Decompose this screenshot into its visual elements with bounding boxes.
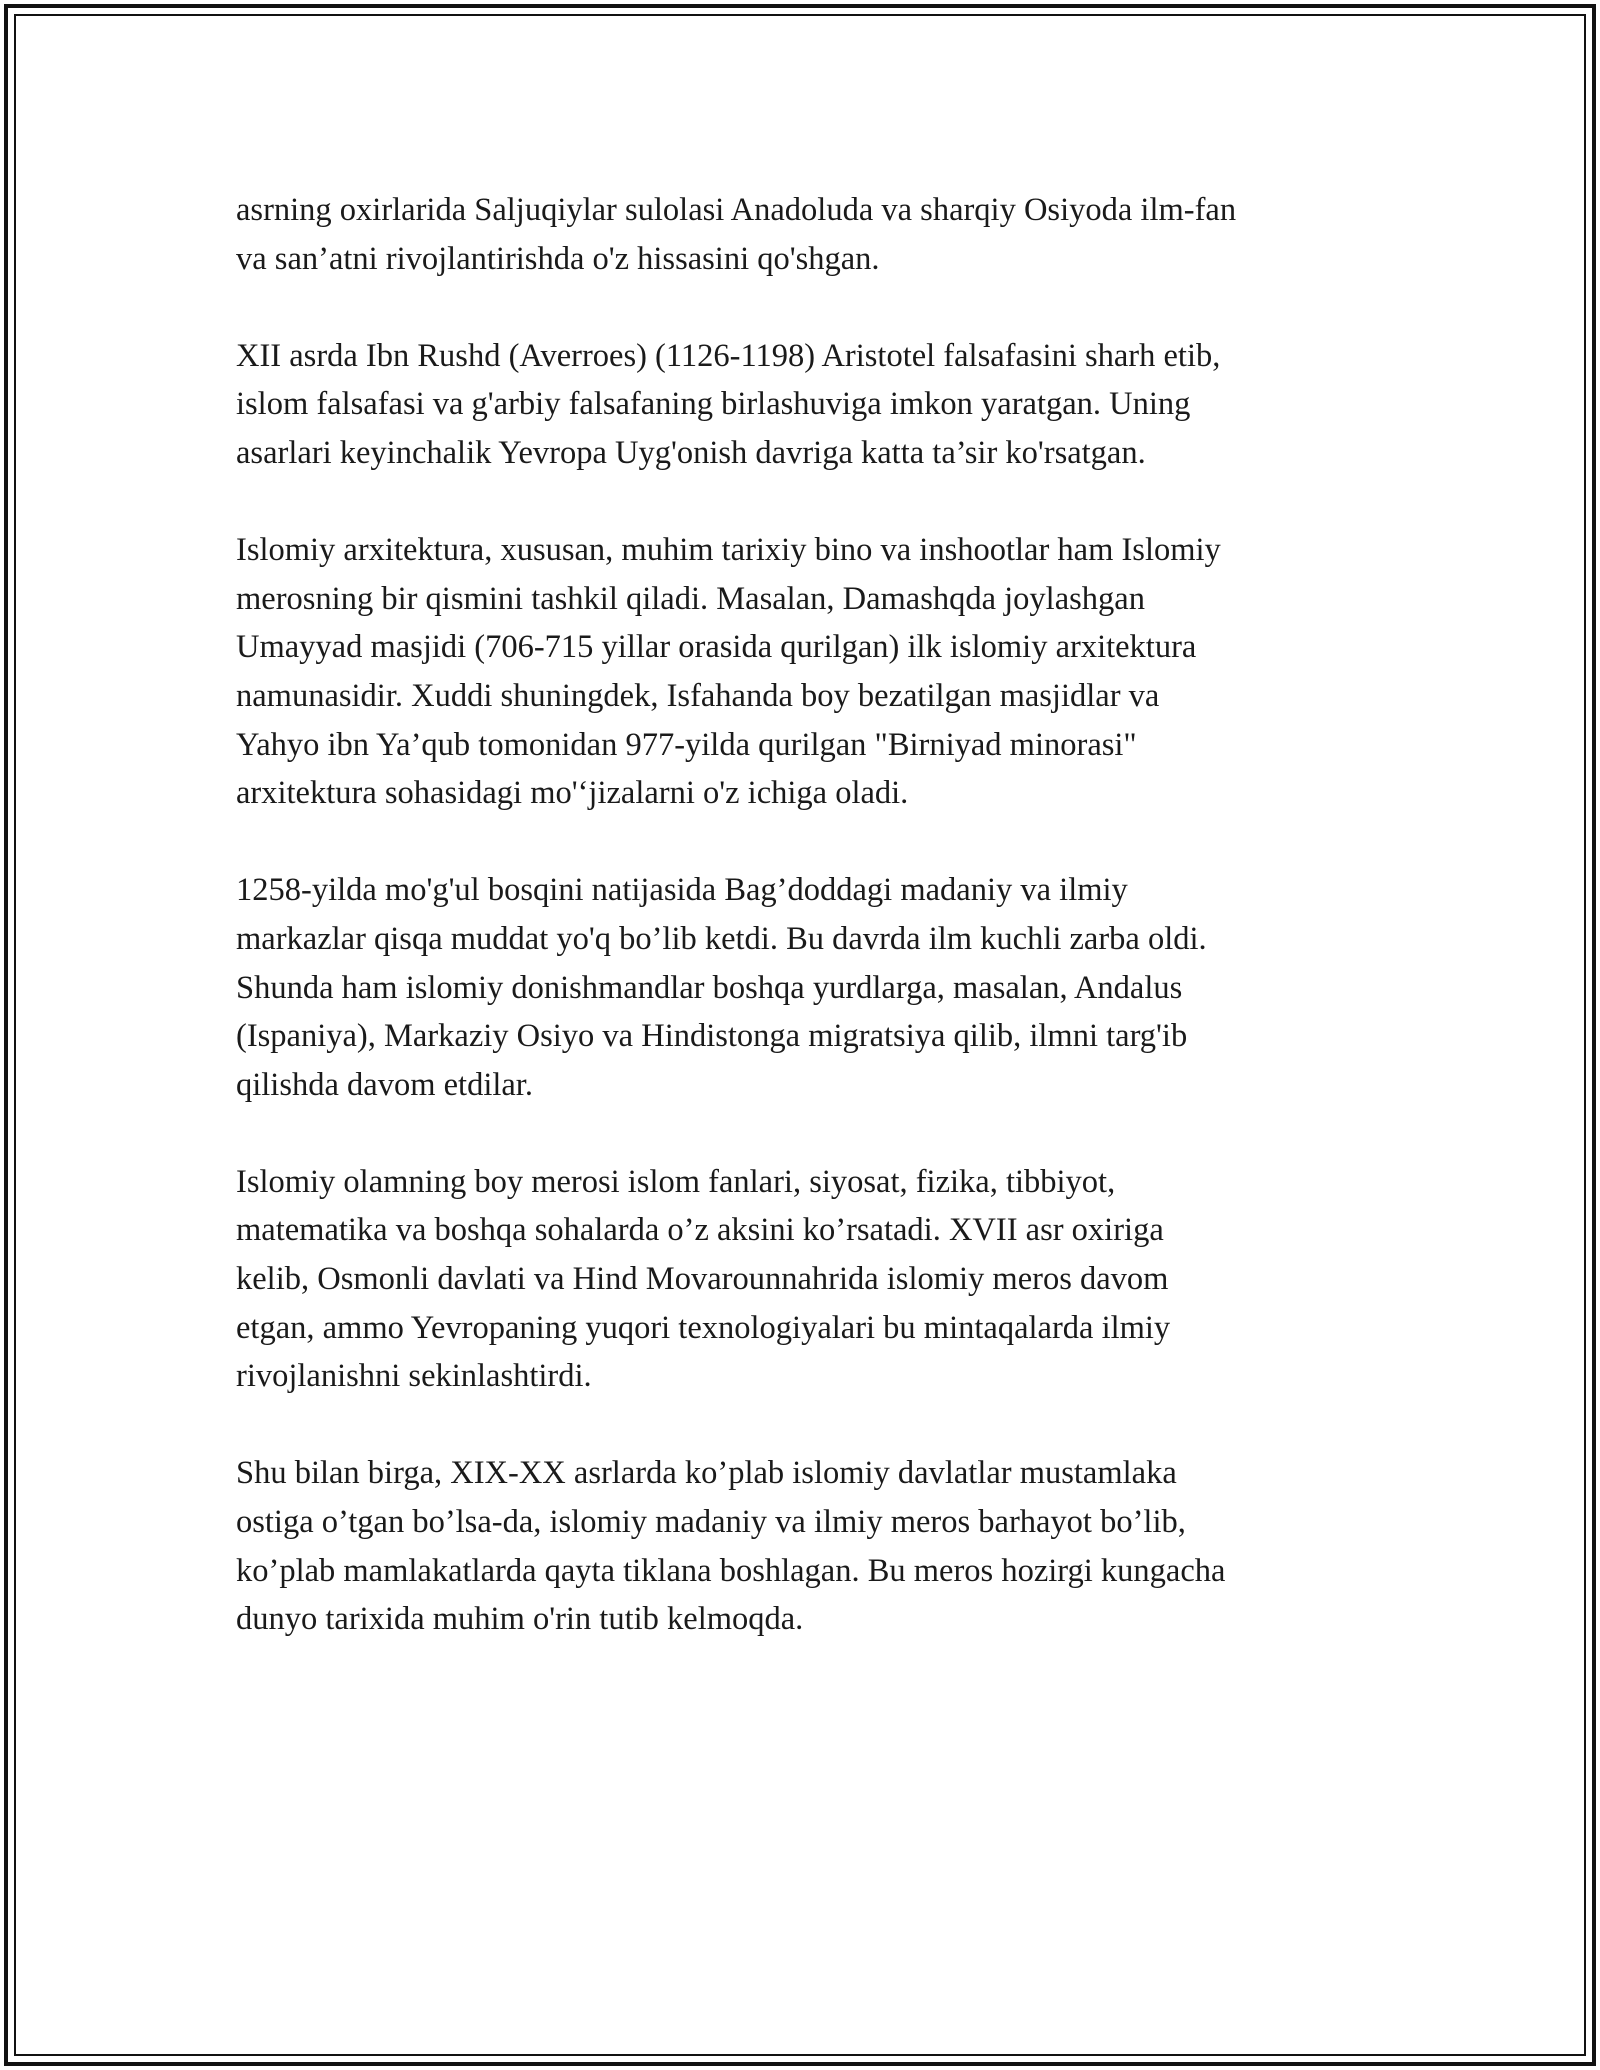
text-line: Shu bilan birga, XIX-XX asrlarda ko’plab islomiy davlatlar mustamlaka xyxy=(236,1455,1177,1492)
paragraph xyxy=(236,332,1376,478)
text-line: arxitektura sohasidagi mo'‘jizalarni o'z ichiga oladi. xyxy=(236,775,909,812)
text-line: qilishda davom etdilar. xyxy=(236,1066,533,1103)
text-line: etgan, ammo Yevropaning yuqori texnologiyalari bu mintaqalarda ilmiy xyxy=(236,1309,1171,1346)
paragraph xyxy=(236,1158,1376,1401)
text-line: islom falsafasi va g'arbiy falsafaning birlashuviga imkon yaratgan. Uning xyxy=(236,386,1191,423)
text-line: rivojlanishni sekinlashtirdi. xyxy=(236,1358,592,1395)
text-line: merosning bir qismini tashkil qiladi. Masalan, Damashqda joylashgan xyxy=(236,580,1145,617)
text-line: asrning oxirlarida Saljuqiylar sulolasi Anadoluda va sharqiy Osiyoda ilm-fan xyxy=(236,192,1237,228)
paragraph xyxy=(236,186,1376,283)
text-line: kelib, Osmonli davlati va Hind Movarounnahrida islomiy meros davom xyxy=(236,1261,1169,1298)
text-line: Islomiy arxitektura, xususan, muhim tarixiy bino va inshootlar ham Islomiy xyxy=(236,532,1221,569)
text-line: asarlari keyinchalik Yevropa Uyg'onish davriga katta ta’sir ko'rsatgan. xyxy=(236,434,1146,471)
paragraph xyxy=(236,866,1376,1109)
text-line: (Ispaniya), Markaziy Osiyo va Hindistonga migratsiya qilib, ilmni targ'ib xyxy=(236,1018,1188,1055)
text-line: Shunda ham islomiy donishmandlar boshqa yurdlarga, masalan, Andalus xyxy=(236,969,1183,1006)
text-line: Umayyad masjidi (706-715 yillar orasida qurilgan) ilk islomiy arxitektura xyxy=(236,629,1197,666)
text-line: ostiga o’tgan bo’lsa-da, islomiy madaniy va ilmiy meros barhayot bo’lib, xyxy=(236,1504,1186,1541)
paragraph xyxy=(236,1449,1376,1643)
text-line: XII asrda Ibn Rushd (Averroes) (1126-1198) Aristotel falsafasini sharh etib, xyxy=(236,337,1221,374)
text-line: va san’atni rivojlantirishda o'z hissasini qo'shgan. xyxy=(236,240,880,277)
paragraph xyxy=(236,526,1376,818)
text-line: ko’plab mamlakatlarda qayta tiklana boshlagan. Bu meros hozirgi kungacha xyxy=(236,1552,1226,1589)
text-line: matematika va boshqa sohalarda o’z aksini ko’rsatadi. XVII asr oxiriga xyxy=(236,1212,1164,1249)
text-line: markazlar qisqa muddat yo'q bo’lib ketdi. Bu davrda ilm kuchli zarba oldi. xyxy=(236,920,1207,957)
text-line: namunasidir. Xuddi shuningdek, Isfahanda boy bezatilgan masjidlar va xyxy=(236,677,1160,714)
text-line: Yahyo ibn Ya’qub tomonidan 977-yilda qurilgan "Birniyad minorasi" xyxy=(236,726,1137,763)
text-line: Islomiy olamning boy merosi islom fanlari, siyosat, fizika, tibbiyot, xyxy=(236,1163,1116,1200)
document-body xyxy=(236,186,1376,1692)
text-line: dunyo tarixida muhim o'rin tutib kelmoqda. xyxy=(236,1601,804,1638)
text-line: 1258-yilda mo'g'ul bosqini natijasida Bag’doddagi madaniy va ilmiy xyxy=(236,872,1128,909)
